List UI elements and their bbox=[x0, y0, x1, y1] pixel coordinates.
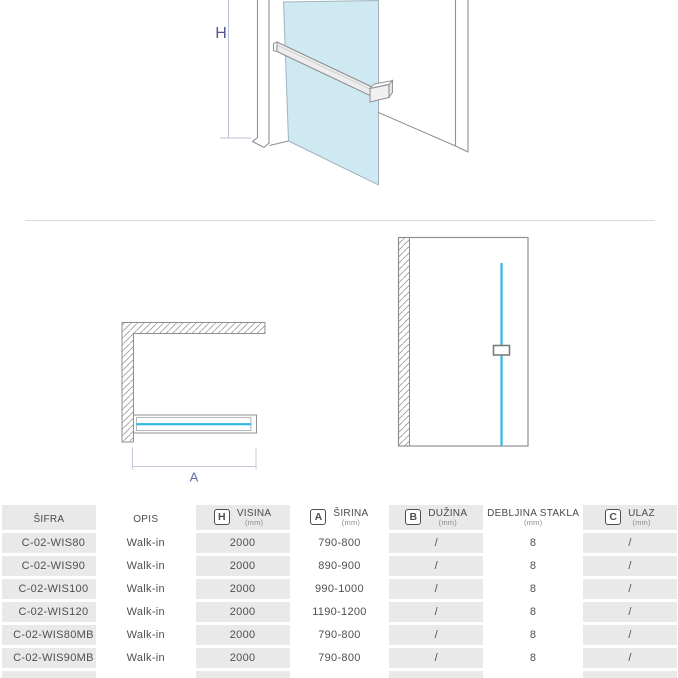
header-duzina: B DUŽINA (mm) bbox=[389, 505, 483, 530]
plan-view bbox=[122, 323, 265, 485]
header-row bbox=[2, 505, 677, 530]
cell-debljina: 8 bbox=[486, 533, 580, 553]
cell-sirina: 1190-1200 bbox=[293, 602, 387, 622]
header-opis: OPIS bbox=[99, 505, 193, 530]
height-dimension bbox=[215, 0, 251, 138]
cell-opis: Walk-in bbox=[99, 648, 193, 668]
spec-table-header bbox=[2, 505, 677, 530]
cell-duzina: / bbox=[389, 556, 483, 576]
cell-debljina: 8 bbox=[486, 579, 580, 599]
dimension-letter-h: H bbox=[214, 509, 230, 525]
cell-ulaz: / bbox=[583, 648, 677, 668]
cell-ulaz: / bbox=[583, 579, 677, 599]
cell-visina: 2000 bbox=[196, 648, 290, 668]
cell-duzina: / bbox=[389, 579, 483, 599]
left-wall bbox=[253, 0, 270, 148]
table-row bbox=[2, 648, 677, 668]
cell-ulaz: / bbox=[583, 556, 677, 576]
header-ulaz: C ULAZ (mm) bbox=[583, 505, 677, 530]
table-row bbox=[2, 533, 677, 553]
cell-visina: 2000 bbox=[196, 602, 290, 622]
cell-sifra: C-02-WIS80MB bbox=[2, 625, 96, 645]
cell-ulaz: / bbox=[583, 602, 677, 622]
spec-table-body bbox=[2, 533, 677, 678]
table-row-clipped bbox=[2, 671, 677, 678]
cell-opis: Walk-in bbox=[99, 533, 193, 553]
width-dimension bbox=[133, 448, 257, 485]
cell-debljina: 8 bbox=[486, 625, 580, 645]
cell-sirina: 890-900 bbox=[293, 556, 387, 576]
dimension-letter-b: B bbox=[405, 509, 421, 525]
isometric-drawing bbox=[0, 0, 678, 218]
table-row bbox=[2, 625, 677, 645]
cell-sifra: C-02-WIS120 bbox=[2, 602, 96, 622]
cell-sirina: 990-1000 bbox=[293, 579, 387, 599]
header-visina: H VISINA (mm) bbox=[196, 505, 290, 530]
header-sirina: A ŠIRINA (mm) bbox=[293, 505, 387, 530]
table-row bbox=[2, 602, 677, 622]
hatched-wall-strip bbox=[399, 238, 410, 447]
cell-duzina: / bbox=[389, 648, 483, 668]
cell-ulaz: / bbox=[583, 533, 677, 553]
cell-visina: 2000 bbox=[196, 533, 290, 553]
right-wall bbox=[456, 0, 469, 152]
cell-duzina: / bbox=[389, 602, 483, 622]
floor-edge-left bbox=[270, 141, 289, 146]
header-sifra: ŠIFRA bbox=[2, 505, 96, 530]
cell-sifra: C-02-WIS100 bbox=[2, 579, 96, 599]
cell-debljina: 8 bbox=[486, 556, 580, 576]
cell-duzina: / bbox=[389, 625, 483, 645]
cell-visina: 2000 bbox=[196, 579, 290, 599]
cell-sirina: 790-800 bbox=[293, 648, 387, 668]
cell-sirina: 790-800 bbox=[293, 625, 387, 645]
cell-debljina: 8 bbox=[486, 602, 580, 622]
cell-sifra: C-02-WIS90MB bbox=[2, 648, 96, 668]
cell-ulaz: / bbox=[583, 625, 677, 645]
cell-sifra: C-02-WIS80 bbox=[2, 533, 96, 553]
bracket-marker bbox=[494, 346, 510, 356]
h-dimension-label: H bbox=[215, 25, 227, 42]
cell-debljina: 8 bbox=[486, 648, 580, 668]
spec-table bbox=[0, 502, 678, 678]
floor-edge-right bbox=[379, 113, 456, 147]
table-row bbox=[2, 556, 677, 576]
dimension-letter-c: C bbox=[605, 509, 621, 525]
cell-sirina: 790-800 bbox=[293, 533, 387, 553]
a-dimension-label: A bbox=[189, 469, 199, 485]
header-debljina-stakla: DEBLJINA STAKLA (mm) bbox=[486, 505, 580, 530]
table-row bbox=[2, 579, 677, 599]
technical-drawings bbox=[0, 220, 678, 502]
layout-view bbox=[399, 238, 529, 447]
cell-sifra: C-02-WIS90 bbox=[2, 556, 96, 576]
cell-opis: Walk-in bbox=[99, 602, 193, 622]
dimension-letter-a: A bbox=[310, 509, 326, 525]
cell-opis: Walk-in bbox=[99, 625, 193, 645]
cell-visina: 2000 bbox=[196, 625, 290, 645]
cell-opis: Walk-in bbox=[99, 579, 193, 599]
cell-visina: 2000 bbox=[196, 556, 290, 576]
cell-duzina: / bbox=[389, 533, 483, 553]
cell-opis: Walk-in bbox=[99, 556, 193, 576]
enclosure-outline bbox=[399, 238, 529, 447]
